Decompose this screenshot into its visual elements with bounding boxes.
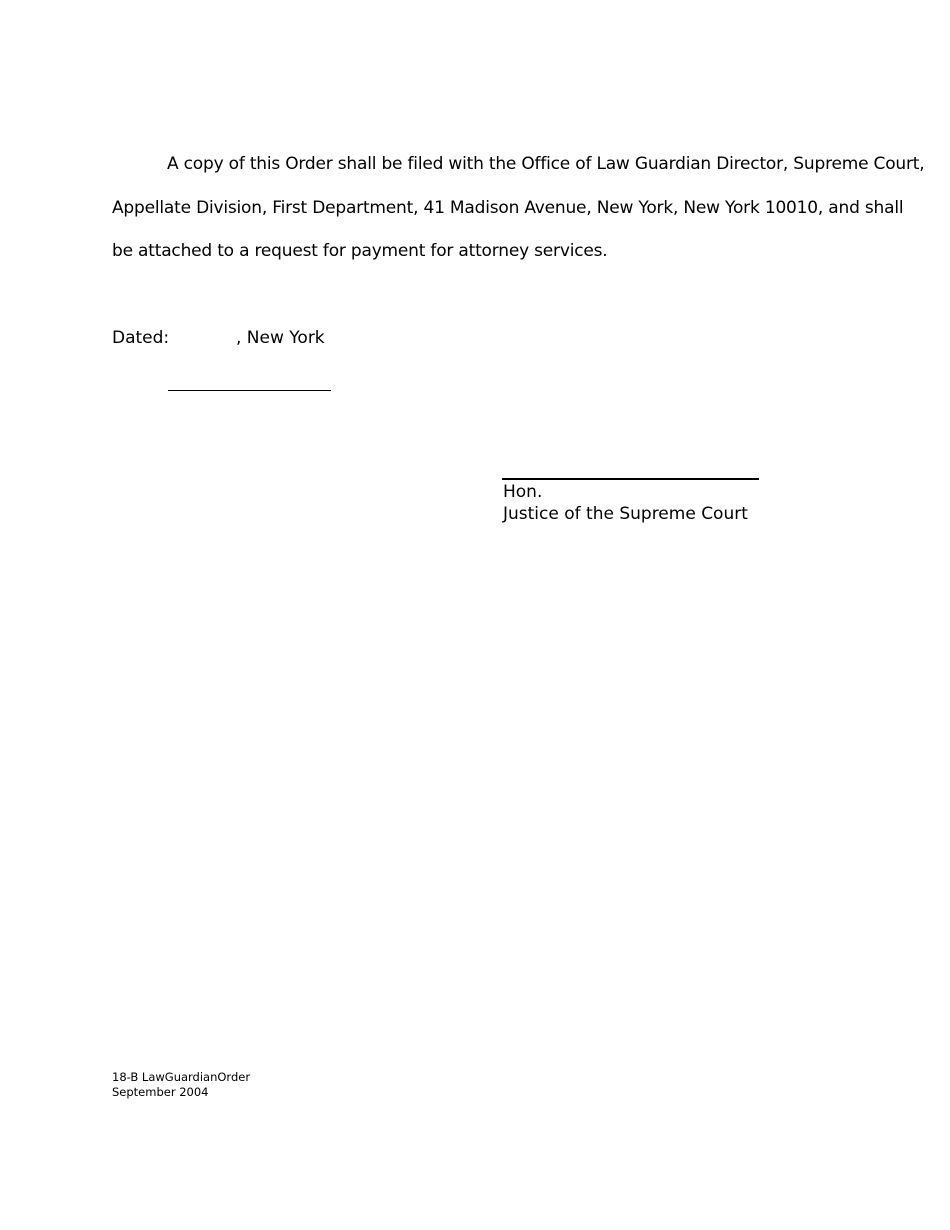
date-blank-line (168, 390, 331, 391)
footer-date: September 2004 (112, 1085, 209, 1099)
signature-title: Justice of the Supreme Court (503, 504, 748, 524)
signature-line (502, 478, 759, 480)
footer-form-id: 18-B LawGuardianOrder (112, 1070, 251, 1084)
paragraph-line-2: Appellate Division, First Department, 41 Madison Avenue, New York, New York 10010, and shall (112, 198, 904, 218)
footer (112, 1070, 250, 1100)
dated-label: Dated: (112, 328, 170, 348)
paragraph-line-1: A copy of this Order shall be filed with the Office of Law Guardian Director, Supreme Court, (167, 154, 925, 174)
signature-honorific: Hon. (503, 482, 543, 502)
dated-row (112, 328, 325, 348)
dated-location: , New York (236, 328, 325, 348)
signature-block (503, 481, 748, 525)
paragraph-line-3: be attached to a request for payment for attorney services. (112, 241, 608, 261)
